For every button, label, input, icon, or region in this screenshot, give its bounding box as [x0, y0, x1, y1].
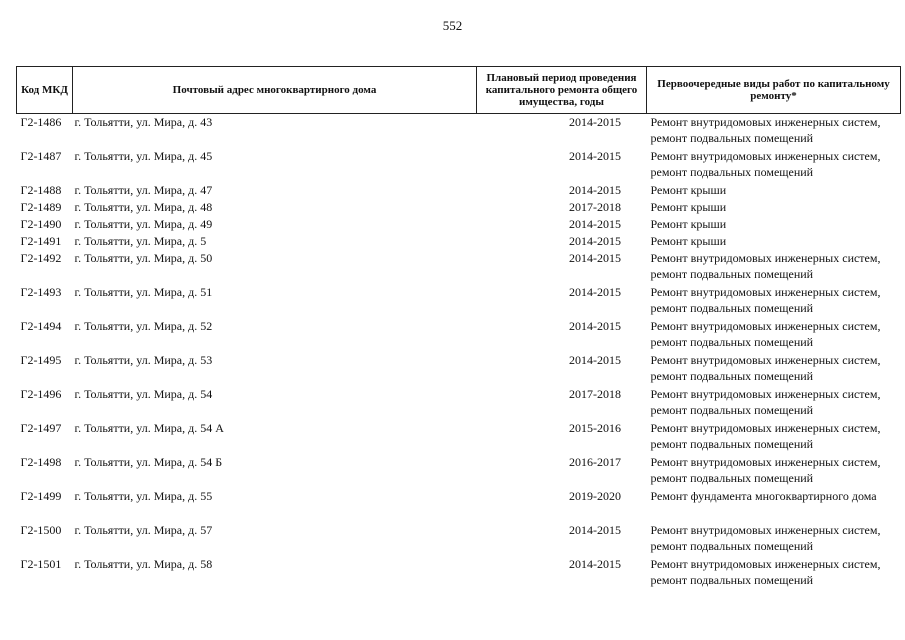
row-work: Ремонт фундамента многоквартирного дома: [650, 489, 877, 503]
row-period: 2014-2015: [569, 251, 621, 265]
row-work: Ремонт внутридомовых инженерных систем, ремонт подвальных помещений: [650, 353, 881, 383]
capital-repair-table: [16, 66, 901, 590]
row-code: Г2-1488: [20, 183, 62, 197]
row-code: Г2-1496: [20, 387, 62, 401]
row-period: 2014-2015: [569, 149, 621, 163]
row-work: Ремонт внутридомовых инженерных систем, ремонт подвальных помещений: [650, 387, 881, 417]
table-row: [17, 114, 901, 149]
row-code: Г2-1491: [20, 234, 62, 248]
row-code: Г2-1499: [20, 489, 62, 503]
row-work: Ремонт крыши: [650, 234, 727, 248]
table-row: [17, 488, 901, 522]
row-address: г. Тольятти, ул. Мира, д. 53: [74, 353, 213, 367]
row-code: Г2-1489: [20, 200, 62, 214]
row-work: Ремонт крыши: [650, 200, 727, 214]
row-work: Ремонт крыши: [650, 183, 727, 197]
table-row: [17, 420, 901, 454]
table-body: [17, 114, 901, 591]
row-code: Г2-1486: [20, 115, 62, 129]
table-row: [17, 522, 901, 556]
row-period: 2017-2018: [569, 387, 621, 401]
row-work: Ремонт крыши: [650, 217, 727, 231]
header-period: Плановый период проведения капитального ремонта общего имущества, годы: [477, 67, 647, 114]
page-number: 552: [442, 18, 463, 33]
row-address: г. Тольятти, ул. Мира, д. 54 А: [74, 421, 224, 435]
row-address: г. Тольятти, ул. Мира, д. 47: [74, 183, 213, 197]
table-row: [17, 250, 901, 284]
row-address: г. Тольятти, ул. Мира, д. 55: [74, 489, 213, 503]
row-address: г. Тольятти, ул. Мира, д. 51: [74, 285, 213, 299]
row-period: 2016-2017: [569, 455, 621, 469]
table-row: [17, 454, 901, 488]
row-period: 2014-2015: [569, 557, 621, 571]
row-work: Ремонт внутридомовых инженерных систем, ремонт подвальных помещений: [650, 523, 881, 553]
table-row: [17, 318, 901, 352]
table-row: [17, 182, 901, 199]
row-code: Г2-1498: [20, 455, 62, 469]
row-code: Г2-1495: [20, 353, 62, 367]
row-code: Г2-1501: [20, 557, 62, 571]
row-code: Г2-1493: [20, 285, 62, 299]
row-work: Ремонт внутридомовых инженерных систем, ремонт подвальных помещений: [650, 251, 881, 281]
row-code: Г2-1494: [20, 319, 62, 333]
row-address: г. Тольятти, ул. Мира, д. 45: [74, 149, 213, 163]
table-row: [17, 352, 901, 386]
row-period: 2017-2018: [569, 200, 621, 214]
row-period: 2015-2016: [569, 421, 621, 435]
table-row: [17, 556, 901, 590]
row-work: Ремонт внутридомовых инженерных систем, ремонт подвальных помещений: [650, 285, 881, 315]
row-period: 2014-2015: [569, 217, 621, 231]
row-period: 2014-2015: [569, 319, 621, 333]
row-period: 2014-2015: [569, 353, 621, 367]
table-row: [17, 148, 901, 182]
row-work: Ремонт внутридомовых инженерных систем, ремонт подвальных помещений: [650, 455, 881, 485]
row-period: 2014-2015: [569, 183, 621, 197]
table-row: [17, 233, 901, 250]
row-address: г. Тольятти, ул. Мира, д. 5: [74, 234, 207, 248]
row-address: г. Тольятти, ул. Мира, д. 54: [74, 387, 213, 401]
row-work: Ремонт внутридомовых инженерных систем, ремонт подвальных помещений: [650, 115, 881, 145]
row-code: Г2-1500: [20, 523, 62, 537]
row-code: Г2-1497: [20, 421, 62, 435]
header-address: Почтовый адрес многоквартирного дома: [73, 67, 477, 114]
row-address: г. Тольятти, ул. Мира, д. 58: [74, 557, 213, 571]
row-work: Ремонт внутридомовых инженерных систем, ремонт подвальных помещений: [650, 421, 881, 451]
row-address: г. Тольятти, ул. Мира, д. 52: [74, 319, 213, 333]
row-period: 2014-2015: [569, 523, 621, 537]
row-address: г. Тольятти, ул. Мира, д. 43: [74, 115, 213, 129]
row-period: 2019-2020: [569, 489, 621, 503]
table-row: [17, 199, 901, 216]
header-code: Код МКД: [17, 67, 73, 114]
row-address: г. Тольятти, ул. Мира, д. 48: [74, 200, 213, 214]
row-period: 2014-2015: [569, 285, 621, 299]
row-code: Г2-1490: [20, 217, 62, 231]
row-code: Г2-1492: [20, 251, 62, 265]
row-period: 2014-2015: [569, 234, 621, 248]
row-address: г. Тольятти, ул. Мира, д. 54 Б: [74, 455, 223, 469]
row-address: г. Тольятти, ул. Мира, д. 57: [74, 523, 213, 537]
header-work: Первоочередные виды работ по капитальному ремонту*: [647, 67, 901, 114]
row-address: г. Тольятти, ул. Мира, д. 49: [74, 217, 213, 231]
table-row: [17, 284, 901, 318]
row-code: Г2-1487: [20, 149, 62, 163]
row-work: Ремонт внутридомовых инженерных систем, ремонт подвальных помещений: [650, 557, 881, 587]
row-work: Ремонт внутридомовых инженерных систем, ремонт подвальных помещений: [650, 319, 881, 349]
row-address: г. Тольятти, ул. Мира, д. 50: [74, 251, 213, 265]
table-header: [17, 67, 901, 114]
row-period: 2014-2015: [569, 115, 621, 129]
table-row: [17, 386, 901, 420]
table-row: [17, 216, 901, 233]
row-work: Ремонт внутридомовых инженерных систем, ремонт подвальных помещений: [650, 149, 881, 179]
